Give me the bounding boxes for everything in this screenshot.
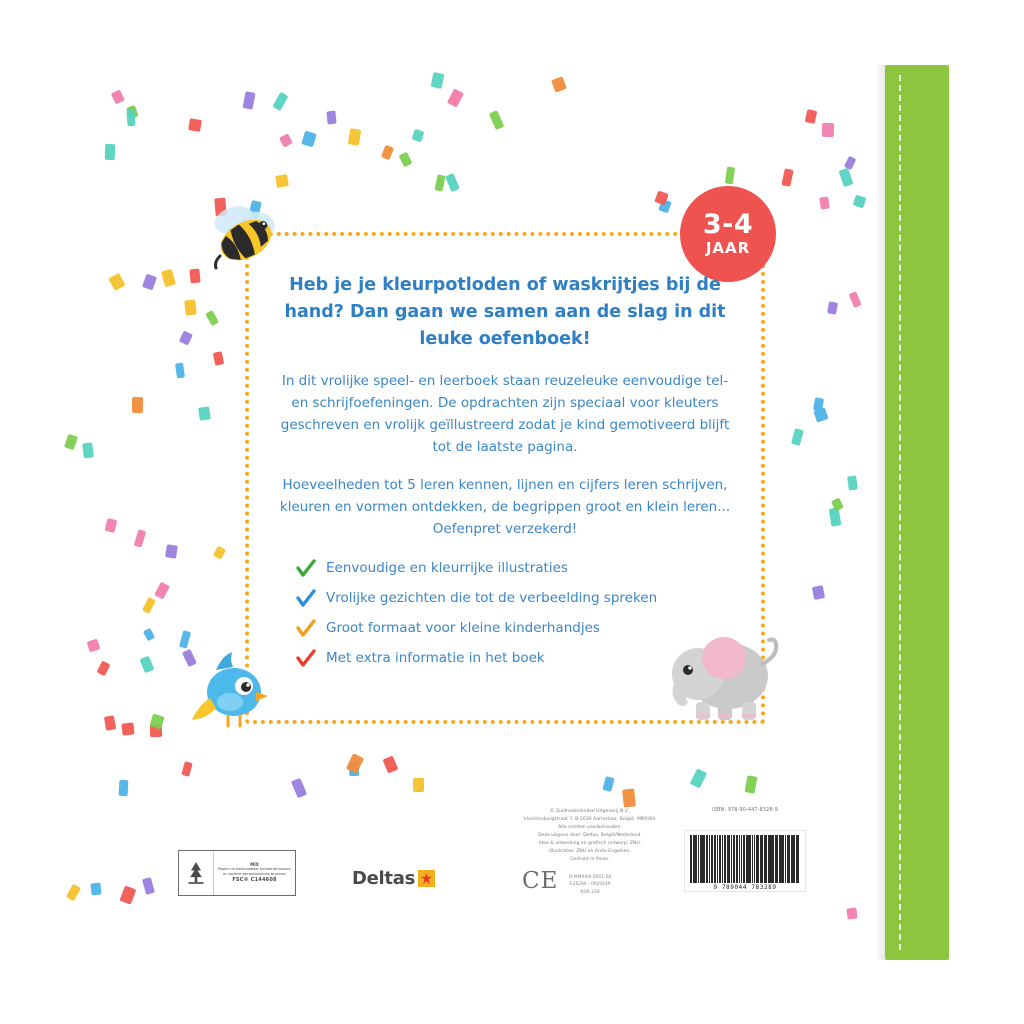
confetti-piece <box>198 406 211 421</box>
confetti-piece <box>122 722 135 735</box>
confetti-piece <box>66 884 81 901</box>
confetti-piece <box>489 110 505 130</box>
isbn-text: ISBN: 978-90-447-8328-9 <box>712 808 778 813</box>
cover-text-block <box>268 272 742 556</box>
barcode-bar <box>798 835 799 883</box>
imprint-codes <box>500 874 680 896</box>
confetti-piece <box>827 302 838 316</box>
confetti-piece <box>383 755 399 773</box>
confetti-piece <box>844 156 857 171</box>
feature-label: Met extra informatie in het boek <box>326 650 545 666</box>
confetti-piece <box>141 273 156 290</box>
confetti-piece <box>829 507 842 526</box>
confetti-piece <box>142 877 155 895</box>
confetti-piece <box>205 310 219 326</box>
confetti-piece <box>175 363 185 379</box>
confetti-piece <box>213 546 226 560</box>
publisher-name: Deltas <box>352 868 415 889</box>
confetti-piece <box>189 269 200 284</box>
confetti-piece <box>82 442 93 458</box>
check-icon <box>296 649 316 669</box>
confetti-piece <box>326 111 337 125</box>
imprint-line: Deze uitgave door: Deltas, België/Nederland. <box>538 833 642 839</box>
confetti-piece <box>184 299 197 315</box>
check-icon <box>296 589 316 609</box>
imprint-line: Gedrukt in Polen. <box>570 857 610 863</box>
confetti-piece <box>104 715 117 730</box>
confetti-piece <box>119 780 129 796</box>
ce-mark: CE <box>522 868 559 894</box>
confetti-piece <box>97 660 111 676</box>
confetti-piece <box>348 128 362 146</box>
confetti-piece <box>111 90 125 105</box>
imprint-code-line: D-MMXXIII-0001-28 <box>568 875 612 880</box>
confetti-piece <box>852 194 866 208</box>
confetti-piece <box>165 544 178 558</box>
confetti-piece <box>654 190 669 205</box>
headline-text: Heb je je kleurpotloden of waskrijtjes bij de hand? Dan gaan we samen aan de slag in dit leuke oefenboek! <box>284 275 726 350</box>
confetti-piece <box>178 330 192 345</box>
confetti-piece <box>381 145 394 160</box>
confetti-piece <box>86 638 100 652</box>
confetti-piece <box>143 628 155 642</box>
cover-footer <box>170 800 810 920</box>
imprint-line: Illustraties: ZNU en Ardia Engelsen. <box>549 849 631 855</box>
feature-label: Eenvoudige en kleurrijke illustraties <box>326 560 568 576</box>
feature-list <box>296 560 716 680</box>
list-item <box>296 560 716 579</box>
star-mark-icon <box>418 870 435 887</box>
confetti-piece <box>551 76 567 92</box>
confetti-piece <box>413 778 424 792</box>
bird-icon <box>186 640 282 736</box>
list-item <box>296 650 716 669</box>
description-paragraph-2: Hoeveelheden tot 5 leren kennen, lijnen en cijfers leren schrijven, kleuren en vormen ontdekken, de begrippen groot en klein leren... Oefenpret verzekerd! <box>279 476 731 537</box>
confetti-piece <box>445 172 460 192</box>
confetti-piece <box>142 597 156 614</box>
confetti-piece <box>154 582 170 600</box>
confetti-piece <box>819 197 830 210</box>
confetti-piece <box>291 778 307 798</box>
description-paragraph-1: In dit vrolijke speel- en leerboek staan reuzeleuke eenvoudige tel- en schrijfoefeningen. De opdrachten zijn speciaal voor kleuters geschreven en vrolijk geïllustreerd zodat je kind gemotiveerd blijft tot de laatste pagina. <box>280 373 730 455</box>
confetti-piece <box>805 109 817 124</box>
check-icon <box>296 619 316 639</box>
spine-shadow <box>875 65 885 960</box>
confetti-piece <box>822 123 834 137</box>
age-badge-unit: JAAR <box>705 239 751 258</box>
barcode-number: 9 789044 783289 <box>713 884 777 891</box>
fsc-text <box>214 860 295 886</box>
confetti-piece <box>791 428 803 445</box>
confetti-piece <box>411 129 424 143</box>
feature-label: Vrolijke gezichten die tot de verbeelding spreken <box>326 590 658 606</box>
confetti-piece <box>658 199 671 213</box>
imprint-code-line: NUR 228 <box>580 889 600 895</box>
confetti-piece <box>814 408 829 424</box>
confetti-piece <box>279 134 293 148</box>
barcode <box>684 830 806 892</box>
fsc-line-3: FSC® C144608 <box>232 877 277 884</box>
confetti-piece <box>831 498 844 512</box>
imprint-line: © Zuidnederlandse Uitgeverij N.V., <box>549 809 631 814</box>
barcode-bars <box>690 835 800 883</box>
confetti-piece <box>275 174 288 188</box>
confetti-piece <box>90 883 101 895</box>
confetti-piece <box>781 168 793 187</box>
confetti-piece <box>838 168 853 187</box>
confetti-piece <box>447 88 464 107</box>
book-spine <box>885 65 949 960</box>
imprint-code-line: F.26296 - 06J/0249 <box>569 882 611 888</box>
confetti-piece <box>105 144 115 160</box>
confetti-piece <box>349 762 360 776</box>
fsc-line-2: Papier uit betrouwbaar beheerde bossen en andere gecontroleerde bronnen <box>217 867 292 877</box>
confetti-piece <box>745 775 758 793</box>
confetti-piece <box>812 585 826 600</box>
confetti-piece <box>139 656 154 674</box>
confetti-piece <box>725 166 735 184</box>
confetti-piece <box>690 768 708 788</box>
confetti-piece <box>345 753 363 773</box>
confetti-piece <box>302 130 318 147</box>
imprint-line: Idee & uitwerking en grafisch ontwerp: ZNU. <box>538 841 642 847</box>
fsc-tree-icon <box>179 851 214 895</box>
confetti-piece <box>603 776 615 792</box>
confetti-piece <box>150 714 165 730</box>
confetti-piece <box>813 397 824 412</box>
confetti-piece <box>181 761 193 777</box>
list-item <box>296 590 716 609</box>
confetti-piece <box>131 397 142 413</box>
confetti-piece <box>126 105 139 120</box>
publisher-logo <box>352 868 435 889</box>
imprint-text <box>500 808 680 864</box>
confetti-piece <box>134 529 147 547</box>
imprint-line: Vluchtenburgstraat 7, B-2630 Aartselaar, België, MMXXIII. <box>523 817 657 823</box>
confetti-piece <box>450 92 462 106</box>
age-badge <box>680 186 776 282</box>
confetti-piece <box>846 907 857 920</box>
feature-label: Groot formaat voor kleine kinderhandjes <box>326 620 600 636</box>
confetti-piece <box>212 351 224 366</box>
confetti-piece <box>108 273 125 291</box>
fsc-logo-block <box>178 850 296 896</box>
confetti-piece <box>847 475 858 490</box>
confetti-piece <box>431 72 445 89</box>
check-icon <box>296 559 316 579</box>
confetti-piece <box>161 269 176 287</box>
fsc-line-1: MIX <box>250 862 259 868</box>
confetti-piece <box>435 174 446 191</box>
confetti-piece <box>188 118 201 132</box>
confetti-piece <box>242 91 255 110</box>
confetti-piece <box>272 92 288 111</box>
confetti-piece <box>105 518 118 533</box>
bee-icon <box>200 196 286 272</box>
age-badge-number: 3-4 <box>702 208 754 240</box>
confetti-piece <box>64 433 78 449</box>
imprint-line: Alle rechten voorbehouden. <box>558 825 622 831</box>
confetti-piece <box>120 886 136 905</box>
confetti-piece <box>126 110 135 127</box>
confetti-piece <box>399 152 413 168</box>
confetti-piece <box>849 291 862 308</box>
confetti-piece <box>149 724 161 737</box>
list-item <box>296 620 716 639</box>
